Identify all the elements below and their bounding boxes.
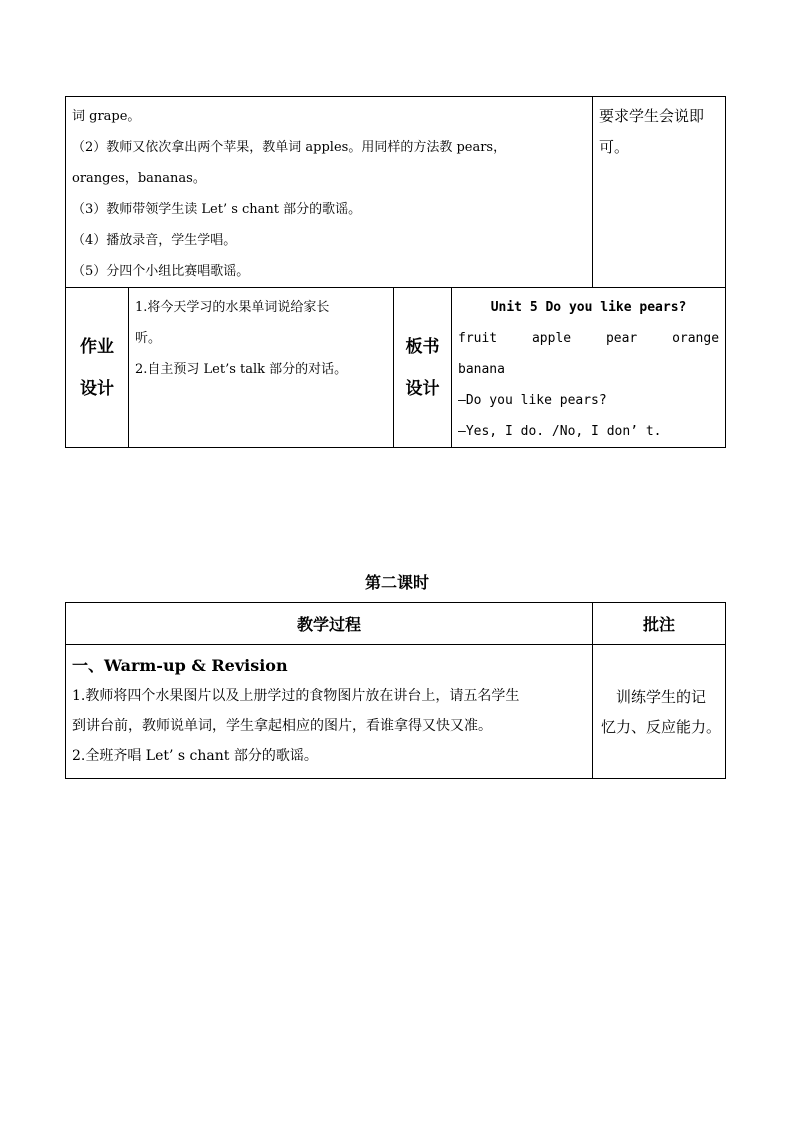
homework-label: 作业 设计 (66, 288, 129, 448)
homework-cell (129, 288, 394, 448)
warmup-line: 1.教师将四个水果图片以及上册学过的食物图片放在讲台上，请五名学生 (72, 688, 520, 704)
process-line: （5）分四个小组比赛唱歌谣。 (72, 264, 250, 279)
note-cell-2 (593, 645, 726, 779)
warmup-line: 到讲台前，教师说单词，学生拿起相应的图片，看谁拿得又快又准。 (72, 718, 492, 734)
board-words: fruit apple pear orange (458, 331, 720, 346)
process-line: （2）教师又依次拿出两个苹果，教单词 apples。用同样的方法教 pears， (72, 140, 507, 155)
header-process: 教学过程 (66, 603, 593, 645)
process-cell (66, 97, 593, 288)
board-question: —Do you like pears? (458, 393, 607, 408)
warmup-cell (66, 645, 593, 779)
process-line: （3）教师带领学生读 Let’ s chant 部分的歌谣。 (72, 202, 362, 217)
lesson-table-1 (65, 96, 726, 448)
homework-line: 听。 (135, 331, 162, 346)
board-title: Unit 5 Do you like pears? (490, 300, 687, 315)
process-line: 词 grape。 (72, 109, 141, 124)
section-title: 一、Warm-up & Revision (72, 656, 288, 675)
process-line: （4）播放录音，学生学唱。 (72, 233, 237, 248)
board-label: 板书 设计 (394, 288, 452, 448)
header-note: 批注 (593, 603, 726, 645)
lesson-table-2 (65, 602, 726, 779)
note-line: 忆力、反应能力。 (601, 717, 722, 736)
note-line: 可。 (599, 138, 630, 156)
note-line: 训练学生的记 (616, 687, 707, 706)
board-answer: —Yes, I do. /No, I don’ t. (458, 424, 662, 439)
board-cell (452, 288, 726, 448)
board-word-last: banana (458, 362, 505, 377)
note-cell (593, 97, 726, 288)
process-line: oranges，bananas。 (72, 171, 206, 186)
warmup-line: 2.全班齐唱 Let’ s chant 部分的歌谣。 (72, 748, 318, 764)
note-line: 要求学生会说即 (599, 107, 705, 125)
homework-line: 1.将今天学习的水果单词说给家长 (135, 300, 330, 315)
lesson-2-title: 第二课时 (364, 573, 429, 592)
homework-line: 2.自主预习 Let’s talk 部分的对话。 (135, 362, 348, 377)
